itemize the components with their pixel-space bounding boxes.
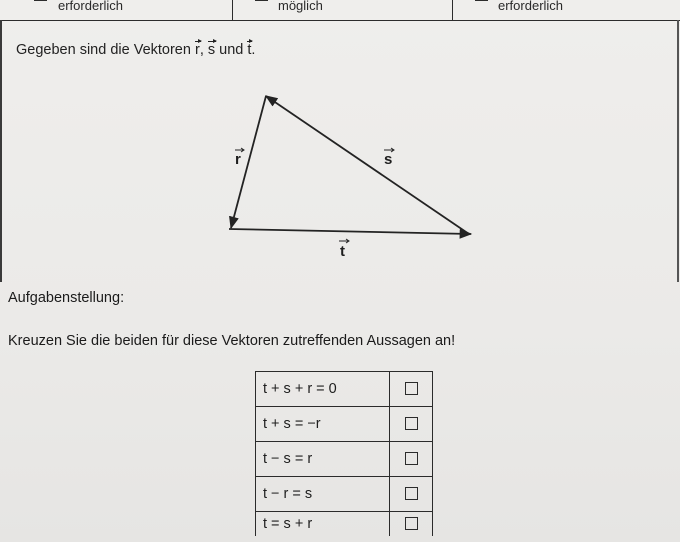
- statement-row-4: [256, 477, 433, 512]
- vector-s-arrow: [266, 96, 469, 234]
- vector-s-symbol: s: [207, 42, 216, 58]
- option-label-1: erforderlich: [58, 0, 124, 13]
- statement-expression-5: t = s + r: [256, 512, 390, 537]
- statements-table: [255, 371, 433, 536]
- task-heading: Aufgabenstellung:: [8, 290, 125, 306]
- statement-checkbox-4[interactable]: [405, 487, 418, 500]
- statement-expression-4: t − r = s: [256, 477, 390, 512]
- vector-t-label: t: [340, 243, 345, 260]
- statement-row-3: [256, 442, 433, 477]
- statement-checkbox-cell-2: [390, 407, 433, 442]
- intro-separator-2: und: [215, 42, 248, 58]
- vector-r-label: r: [235, 151, 241, 168]
- statement-checkbox-3[interactable]: [405, 452, 418, 465]
- statement-checkbox-5[interactable]: [405, 517, 418, 530]
- label-s-group: [384, 148, 394, 168]
- statement-expression-2: t + s = −r: [256, 407, 390, 442]
- intro-suffix: .: [251, 42, 256, 58]
- option-label-3: erforderlich: [498, 0, 564, 13]
- vector-s-label: s: [384, 151, 393, 168]
- label-r-group: [235, 148, 244, 168]
- vector-r-symbol: r: [194, 42, 200, 58]
- statement-row-1: [256, 372, 433, 407]
- intro-prefix: Gegeben sind die Vektoren: [16, 42, 195, 58]
- vector-t-arrow: [229, 229, 471, 234]
- statement-checkbox-cell-5: [390, 512, 433, 537]
- vector-t-symbol: t: [247, 42, 252, 58]
- statement-checkbox-cell-3: [390, 442, 433, 477]
- statement-expression-3: t − s = r: [256, 442, 390, 477]
- statement-checkbox-1[interactable]: [405, 382, 418, 395]
- task-instruction: Kreuzen Sie die beiden für diese Vektoren zutreffenden Aussagen an!: [8, 333, 456, 349]
- statement-checkbox-2[interactable]: [405, 417, 418, 430]
- label-t-group: [339, 239, 349, 260]
- statement-expression-1: t + s + r = 0: [256, 372, 390, 407]
- statement-row-5: [256, 512, 433, 537]
- statement-row-2: [256, 407, 433, 442]
- intro-separator-1: ,: [199, 42, 208, 58]
- statement-checkbox-cell-4: [390, 477, 433, 512]
- option-label-2: möglich: [278, 0, 323, 13]
- statement-checkbox-cell-1: [390, 372, 433, 407]
